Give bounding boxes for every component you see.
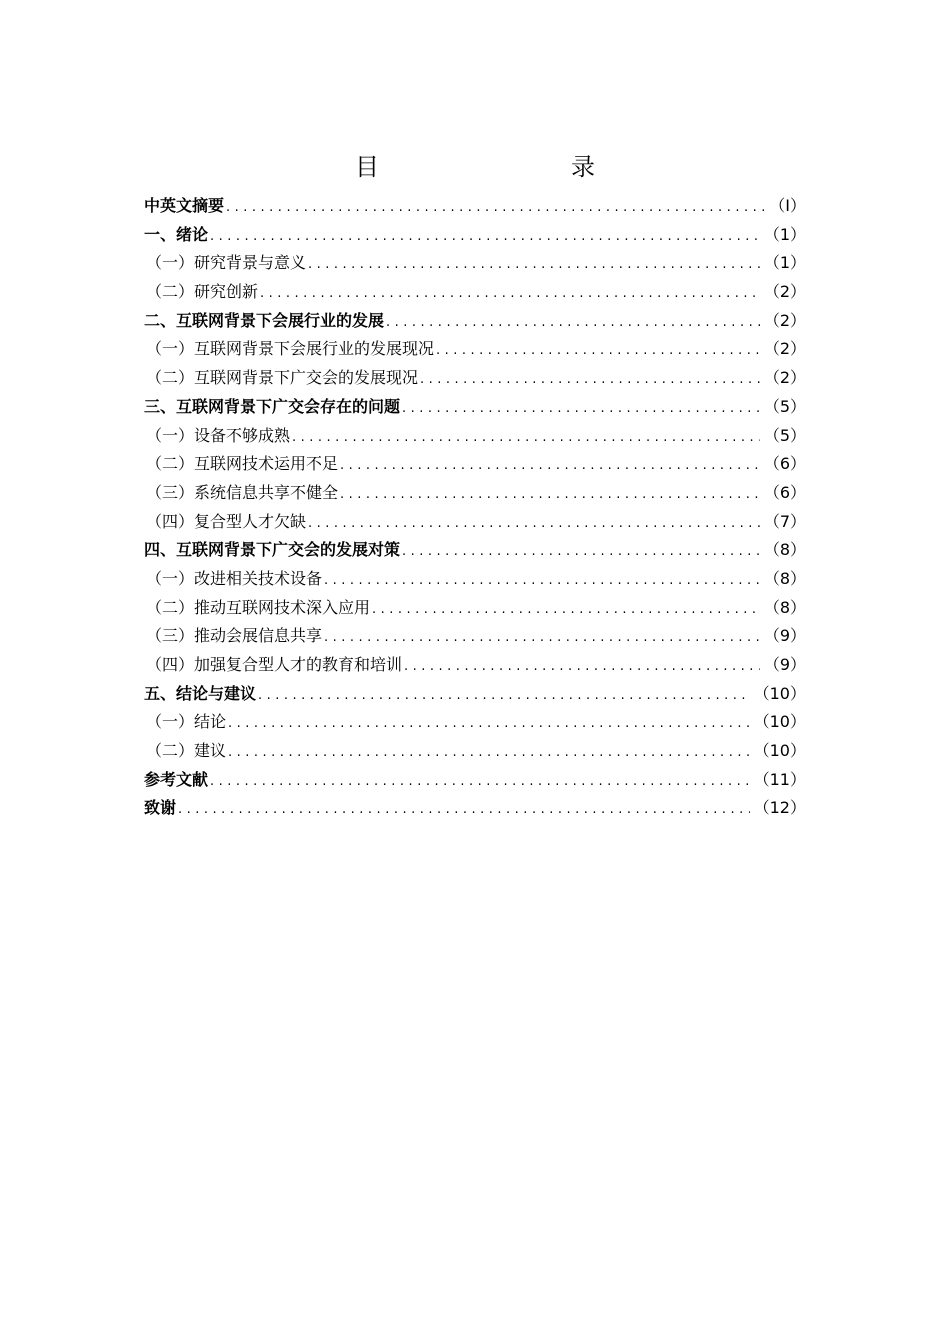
toc-section-entry[interactable] (144, 278, 806, 307)
toc-entry-title: （二）研究创新 (146, 282, 259, 302)
toc-entry-title: （一）结论 (146, 712, 227, 732)
dot-leader (402, 538, 760, 565)
toc-entry-title: （四）复合型人才欠缺 (146, 511, 307, 531)
toc-page-number: （2） (763, 282, 806, 302)
toc-page-number: （2） (763, 339, 806, 359)
toc-chapter-entry[interactable] (144, 307, 806, 336)
toc-page-number: （9） (763, 655, 806, 674)
dot-leader (308, 510, 760, 537)
dot-leader (210, 768, 750, 795)
dot-leader (386, 309, 760, 336)
toc-page-number: （11） (753, 769, 806, 789)
toc-section-entry[interactable] (144, 737, 806, 766)
toc-section-entry[interactable] (144, 249, 806, 278)
toc-entry-title: 中英文摘要 (144, 196, 225, 215)
toc-entry-title: （一）设备不够成熟 (146, 425, 291, 445)
table-of-contents (144, 192, 806, 823)
toc-section-entry[interactable] (144, 708, 806, 737)
toc-page-number: （6） (763, 482, 806, 502)
toc-entry-title: 四、互联网背景下广交会的发展对策 (144, 540, 401, 560)
dot-leader (436, 337, 760, 364)
toc-chapter-entry[interactable] (144, 680, 806, 709)
toc-chapter-entry[interactable] (144, 393, 806, 422)
toc-entry-title: （三）推动会展信息共享 (146, 626, 323, 646)
dot-leader (258, 682, 750, 709)
dot-leader (228, 739, 750, 766)
toc-section-entry[interactable] (144, 335, 806, 364)
page-title: 目 录 (355, 153, 643, 181)
toc-page-number: （5） (763, 425, 806, 445)
dot-leader (292, 424, 760, 451)
toc-entry-title: 参考文献 (144, 769, 209, 789)
dot-leader (260, 280, 760, 307)
dot-leader (178, 796, 750, 823)
toc-page-number: （6） (763, 454, 806, 474)
dot-leader (324, 567, 760, 594)
toc-section-entry[interactable] (144, 479, 806, 508)
toc-section-entry[interactable] (144, 364, 806, 393)
toc-page-number: （10） (753, 712, 806, 732)
toc-page-number: （8） (763, 597, 806, 617)
toc-page-number: （10） (753, 683, 806, 703)
dot-leader (210, 223, 760, 250)
dot-leader (404, 653, 760, 680)
toc-entry-title: 二、互联网背景下会展行业的发展 (144, 310, 385, 330)
toc-entry-title: （二）互联网背景下广交会的发展现况 (146, 368, 419, 388)
toc-entry-title: （一）研究背景与意义 (146, 253, 307, 273)
toc-section-entry[interactable] (144, 508, 806, 537)
toc-entry-title: （四）加强复合型人才的教育和培训 (146, 655, 403, 674)
toc-section-entry[interactable] (144, 450, 806, 479)
toc-entry-title: 致谢 (144, 798, 177, 818)
dot-leader (340, 452, 760, 479)
toc-entry-title: （一）互联网背景下会展行业的发展现况 (146, 339, 435, 359)
dot-leader (226, 194, 765, 221)
toc-page-number: （1） (763, 224, 806, 244)
toc-chapter-entry[interactable] (144, 536, 806, 565)
toc-entry-title: 五、结论与建议 (144, 683, 257, 703)
toc-page-number: （I） (769, 196, 806, 215)
dot-leader (324, 624, 760, 651)
toc-entry-title: （二）推动互联网技术深入应用 (146, 597, 371, 617)
toc-page-number: （12） (753, 798, 806, 818)
dot-leader (308, 251, 760, 278)
toc-section-entry[interactable] (144, 565, 806, 594)
toc-entry-title: （三）系统信息共享不健全 (146, 482, 339, 502)
toc-page-number: （7） (763, 511, 806, 531)
dot-leader (372, 596, 760, 623)
toc-section-entry[interactable] (144, 622, 806, 651)
toc-section-entry[interactable] (144, 651, 806, 680)
toc-page-number: （5） (763, 396, 806, 416)
toc-page-number: （2） (763, 310, 806, 330)
toc-entry-title: （一）改进相关技术设备 (146, 568, 323, 588)
toc-entry-title: （二）互联网技术运用不足 (146, 454, 339, 474)
dot-leader (420, 366, 760, 393)
toc-page-number: （8） (763, 568, 806, 588)
dot-leader (228, 710, 750, 737)
toc-page-number: （8） (763, 540, 806, 560)
toc-entry-title: 一、绪论 (144, 224, 209, 244)
dot-leader (340, 481, 760, 508)
toc-chapter-entry[interactable] (144, 794, 806, 823)
dot-leader (402, 395, 760, 422)
toc-page-number: （9） (763, 626, 806, 646)
toc-chapter-entry[interactable] (144, 221, 806, 250)
toc-page-number: （10） (753, 741, 806, 761)
toc-entry-title: 三、互联网背景下广交会存在的问题 (144, 396, 401, 416)
toc-chapter-entry[interactable] (144, 766, 806, 795)
toc-entry-title: （二）建议 (146, 741, 227, 761)
toc-section-entry[interactable] (144, 422, 806, 451)
toc-section-entry[interactable] (144, 594, 806, 623)
toc-chapter-entry[interactable] (144, 192, 806, 221)
toc-page-number: （1） (763, 253, 806, 273)
toc-page-number: （2） (763, 368, 806, 388)
